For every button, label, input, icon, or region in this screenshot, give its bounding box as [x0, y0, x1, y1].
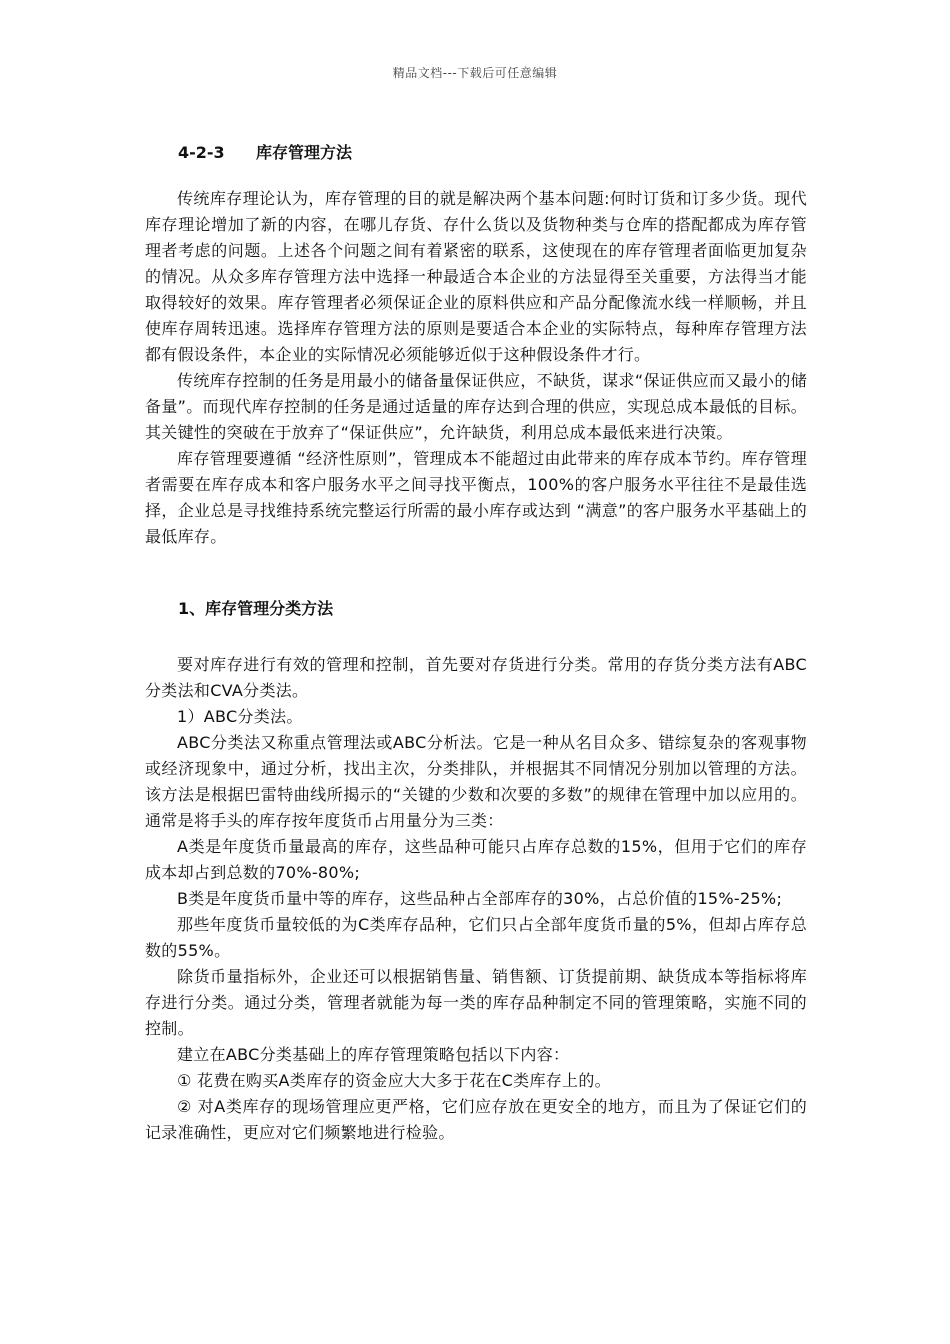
paragraph-abc-heading: 1）ABC分类法。 [177, 707, 303, 726]
section-number: 4-2-3 [178, 143, 225, 162]
paragraph-class-b: B类是年度货币量中等的库存，这些品种占全部库存的30%，占总价值的15%-25%; [177, 889, 783, 908]
page-header: 精品文档---下载后可任意编辑 [392, 66, 558, 80]
section-heading-1: 1、库存管理分类方法 [178, 599, 334, 618]
paragraph-intro-1: 传统库存理论认为，库存管理的目的就是解决两个基本问题:何时订货和订多少货。现代库存理论增加了新的内容，在哪儿存货、存什么货以及货物种类与仓库的搭配都成为库存管理者考虑的问题。上述各个问题之间有着紧密的联系，这使现在的库存管理者面临更加复杂的情况。从众多库存管理方法中选择一种最适合本企业的方法显得至关重要，方法得当才能取得较好的效果。库存管理者必须保证企业的原料供应和产品分配像流水线一样顺畅，并且使库存周转迅速。选择库存管理方法的原则是要适合本企业的实际特点，每种库存管理方法都有假设条件，本企业的实际情况必须能够近似于这种假设条件才行。 [145, 189, 807, 364]
paragraph-intro-3: 库存管理要遵循 “经济性原则”，管理成本不能超过由此带来的库存成本节约。库存管理者需要在库存成本和客户服务水平之间寻找平衡点，100%的客户服务水平往往不是最佳选择，企业总是寻找维持系统完整运行所需的最小库存或达到 “满意”的客户服务水平基础上的最低库存。 [145, 449, 807, 546]
paragraph-class-c: 那些年度货币量较低的为C类库存品种，它们只占全部年度货币量的5%，但却占库存总数的55%。 [145, 915, 807, 960]
paragraph-intro-2: 传统库存控制的任务是用最小的储备量保证供应，不缺货，谋求“保证供应而又最小的储备量”。而现代库存控制的任务是通过适量的库存达到合理的供应，实现总成本最低的目标。其关键性的突破在于放弃了“保证供应”，允许缺货，利用总成本最低来进行决策。 [145, 371, 807, 442]
document-body [145, 140, 807, 1146]
section-heading-main [145, 140, 807, 166]
paragraph-abc-definition: ABC分类法又称重点管理法或ABC分析法。它是一种从名目众多、错综复杂的客观事物或经济现象中，通过分析，找出主次，分类排队，并根据其不同情况分别加以管理的方法。该方法是根据巴雷特曲线所揭示的“关键的少数和次要的多数”的规律在管理中加以应用的。通常是将手头的库存按年度货币占用量分为三类： [145, 733, 807, 830]
paragraph-class-a: A类是年度货币量最高的库存，这些品种可能只占库存总数的15%，但用于它们的库存成本却占到总数的70%-80%; [145, 837, 807, 882]
paragraph-classification-intro: 要对库存进行有效的管理和控制，首先要对存货进行分类。常用的存货分类方法有ABC分类法和CVA分类法。 [145, 655, 807, 700]
section-title: 库存管理方法 [256, 143, 353, 162]
paragraph-strategy-intro: 建立在ABC分类基础上的库存管理策略包括以下内容： [177, 1045, 570, 1064]
paragraph-strategy-1: ① 花费在购买A类库存的资金应大大多于花在C类库存上的。 [177, 1071, 611, 1090]
paragraph-other-indicators: 除货币量指标外，企业还可以根据销售量、销售额、订货提前期、缺货成本等指标将库存进行分类。通过分类，管理者就能为每一类的库存品种制定不同的管理策略，实施不同的控制。 [145, 967, 807, 1038]
paragraph-strategy-2: ② 对A类库存的现场管理应更严格，它们应存放在更安全的地方，而且为了保证它们的记录准确性，更应对它们频繁地进行检验。 [145, 1097, 807, 1142]
